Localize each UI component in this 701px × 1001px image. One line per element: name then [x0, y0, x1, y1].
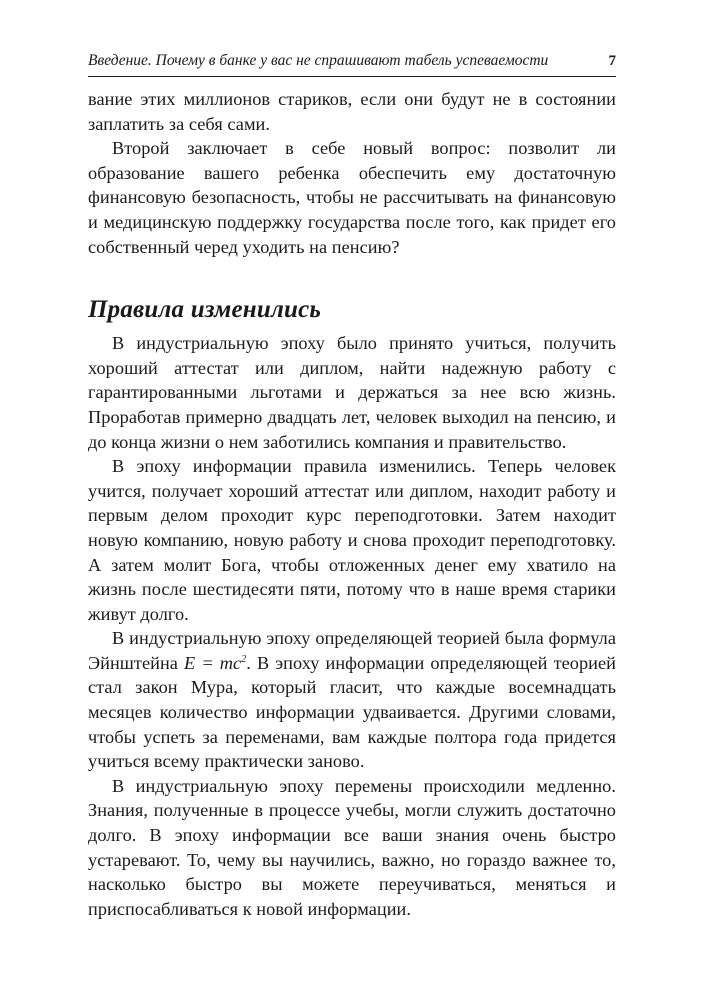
einstein-formula	[184, 653, 246, 673]
paragraph: В эпоху информации правила изменились. Теперь человек учится, получает хороший аттестат или диплом, находит работу и первым делом проходит курс переподготовки. Затем находит новую компанию, новую работу и снова проходит переподготовку. А затем молит Бога, чтобы отложенных денег ему хватило на жизнь после шестидесяти пяти, потому что в наше время старики живут долго.	[88, 456, 616, 624]
paragraph: В индустриальную эпоху перемены происходили медленно. Знания, полученные в процессе учебы, могли служить достаточно долго. В эпоху информации все ваши знания очень быстро устаревают. То, чему вы научились, важно, но гораздо важнее то, насколько быстро вы можете переучиваться, меняться и приспосабливаться к новой информации.	[88, 775, 616, 919]
paragraph: В индустриальную эпоху было принято учиться, получить хороший аттестат или диплом, найти надежную работу с гарантированными льготами и держаться за нее всю жизнь. Проработав примерно двадцать лет, человек выходил на пенсию, и до конца жизни о нем заботились компания и правительство.	[88, 333, 616, 452]
paragraph-with-formula	[88, 626, 616, 774]
book-page	[88, 52, 616, 921]
page-number: 7	[608, 53, 616, 69]
paragraph: Второй заключает в себе новый вопрос: позволит ли образование вашего ребенка обеспечить ему достаточную финансовую безопасность, чтобы не рассчитывать на финансовую и медицинскую поддержку государства после того, как придет его собственный черед уходить на пенсию?	[88, 138, 616, 257]
paragraph-continuation: вание этих миллионов стариков, если они будут не в состоянии заплатить за себя сами.	[88, 89, 616, 134]
paragraph-text: В индустриальную эпоху определяющей теорией была формула Эйнштейна	[88, 628, 616, 673]
section-heading: Правила изменились	[88, 296, 321, 324]
body-text	[88, 87, 616, 921]
formula-base: E = mc	[184, 652, 242, 673]
paragraph-text: . В эпоху информации определяющей теорией стал закон Мура, который гласит, что каждые восемнадцать месяцев количество информации удваивается. Другими словами, чтобы успеть за переменами, вам каждые полтора года придется учиться всему практически заново.	[88, 652, 616, 772]
formula-exponent: 2	[241, 653, 247, 665]
running-header	[88, 52, 616, 77]
running-title: Введение. Почему в банке у вас не спрашивают табель успеваемости	[88, 52, 549, 69]
